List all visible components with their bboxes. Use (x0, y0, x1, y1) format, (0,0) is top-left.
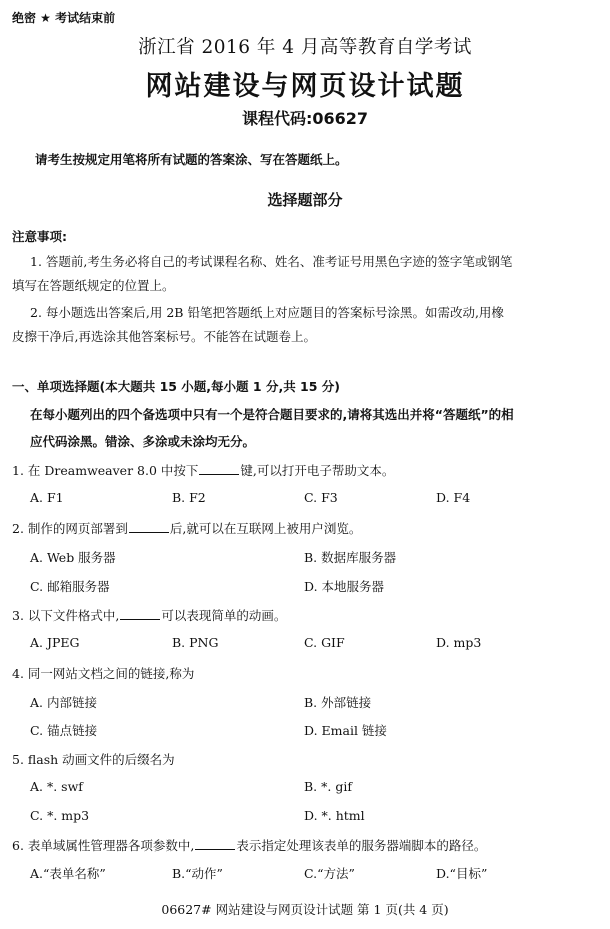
answer-blank (199, 462, 239, 475)
answer-blank (129, 520, 169, 533)
option-c: C. GIF (304, 635, 345, 650)
option-a: A. *. swf (30, 779, 83, 794)
question-2-stem: 2. 制作的网页部署到 后,就可以在互联网上被用户浏览。 (12, 521, 362, 536)
part-title: 选择题部分 (267, 191, 343, 209)
question-4-stem: 4. 同一网站文档之间的链接,称为 (12, 666, 195, 681)
note-line: 填写在答题纸规定的位置上。 (12, 278, 175, 293)
option-c: C. F3 (304, 490, 338, 505)
answer-instruction: 请考生按规定用笔将所有试题的答案涂、写在答题纸上。 (35, 152, 348, 167)
paper-title: 网站建设与网页设计试题 (145, 71, 465, 102)
note-line: 1. 答题前,考生务必将自己的考试课程名称、姓名、准考证号用黑色字迹的签字笔或钢笔 (30, 254, 513, 269)
question-3-stem: 3. 以下文件格式中, 可以表现简单的动画。 (12, 608, 287, 623)
option-a: A. Web 服务器 (30, 550, 116, 565)
note-line: 2. 每小题选出答案后,用 2B 铅笔把答题纸上对应题目的答案标号涂黑。如需改动,用橡 (30, 305, 504, 320)
answer-blank (120, 607, 160, 620)
option-b: B. *. gif (304, 779, 352, 794)
option-d: D. *. html (304, 808, 365, 823)
option-c: C.“方法” (304, 866, 355, 881)
section-instruction-line: 在每小题列出的四个备选项中只有一个是符合题目要求的,请将其选出并将“答题纸”的相 (30, 407, 514, 422)
option-b: B. 外部链接 (304, 695, 372, 710)
question-6-stem: 6. 表单域属性管理器各项参数中, 表示指定处理该表单的服务器端脚本的路径。 (12, 838, 487, 853)
option-b: B. PNG (172, 635, 219, 650)
option-b: B. 数据库服务器 (304, 550, 397, 565)
option-a: A.“表单名称” (30, 866, 106, 881)
option-c: C. 邮箱服务器 (30, 579, 110, 594)
option-b: B. F2 (172, 490, 206, 505)
page-footer: 06627# 网站建设与网页设计试题 第 1 页(共 4 页) (161, 902, 449, 917)
question-5-stem: 5. flash 动画文件的后缀名为 (12, 752, 175, 767)
answer-blank (195, 837, 235, 850)
secret-label: 绝密 ★ 考试结束前 (12, 11, 116, 25)
note-line: 皮擦干净后,再选涂其他答案标号。不能答在试题卷上。 (12, 329, 316, 344)
option-d: D. Email 链接 (304, 723, 387, 738)
option-c: C. *. mp3 (30, 808, 90, 823)
option-a: A. F1 (30, 490, 64, 505)
option-a: A. JPEG (30, 635, 80, 650)
option-d: D.“目标” (436, 866, 488, 881)
exam-title: 浙江省 2016 年 4 月高等教育自学考试 (138, 37, 472, 58)
option-c: C. 锚点链接 (30, 723, 98, 738)
course-code: 课程代码:06627 (241, 109, 369, 128)
option-b: B.“动作” (172, 866, 223, 881)
question-1-stem: 1. 在 Dreamweaver 8.0 中按下 键,可以打开电子帮助文本。 (12, 463, 395, 478)
option-a: A. 内部链接 (30, 695, 97, 710)
option-d: D. mp3 (436, 635, 482, 650)
option-d: D. 本地服务器 (304, 579, 385, 594)
section-instruction-line: 应代码涂黑。错涂、多涂或未涂均无分。 (30, 434, 256, 449)
section-heading: 一、单项选择题(本大题共 15 小题,每小题 1 分,共 15 分) (12, 379, 341, 394)
option-d: D. F4 (436, 490, 471, 505)
notes-heading: 注意事项: (12, 229, 67, 244)
